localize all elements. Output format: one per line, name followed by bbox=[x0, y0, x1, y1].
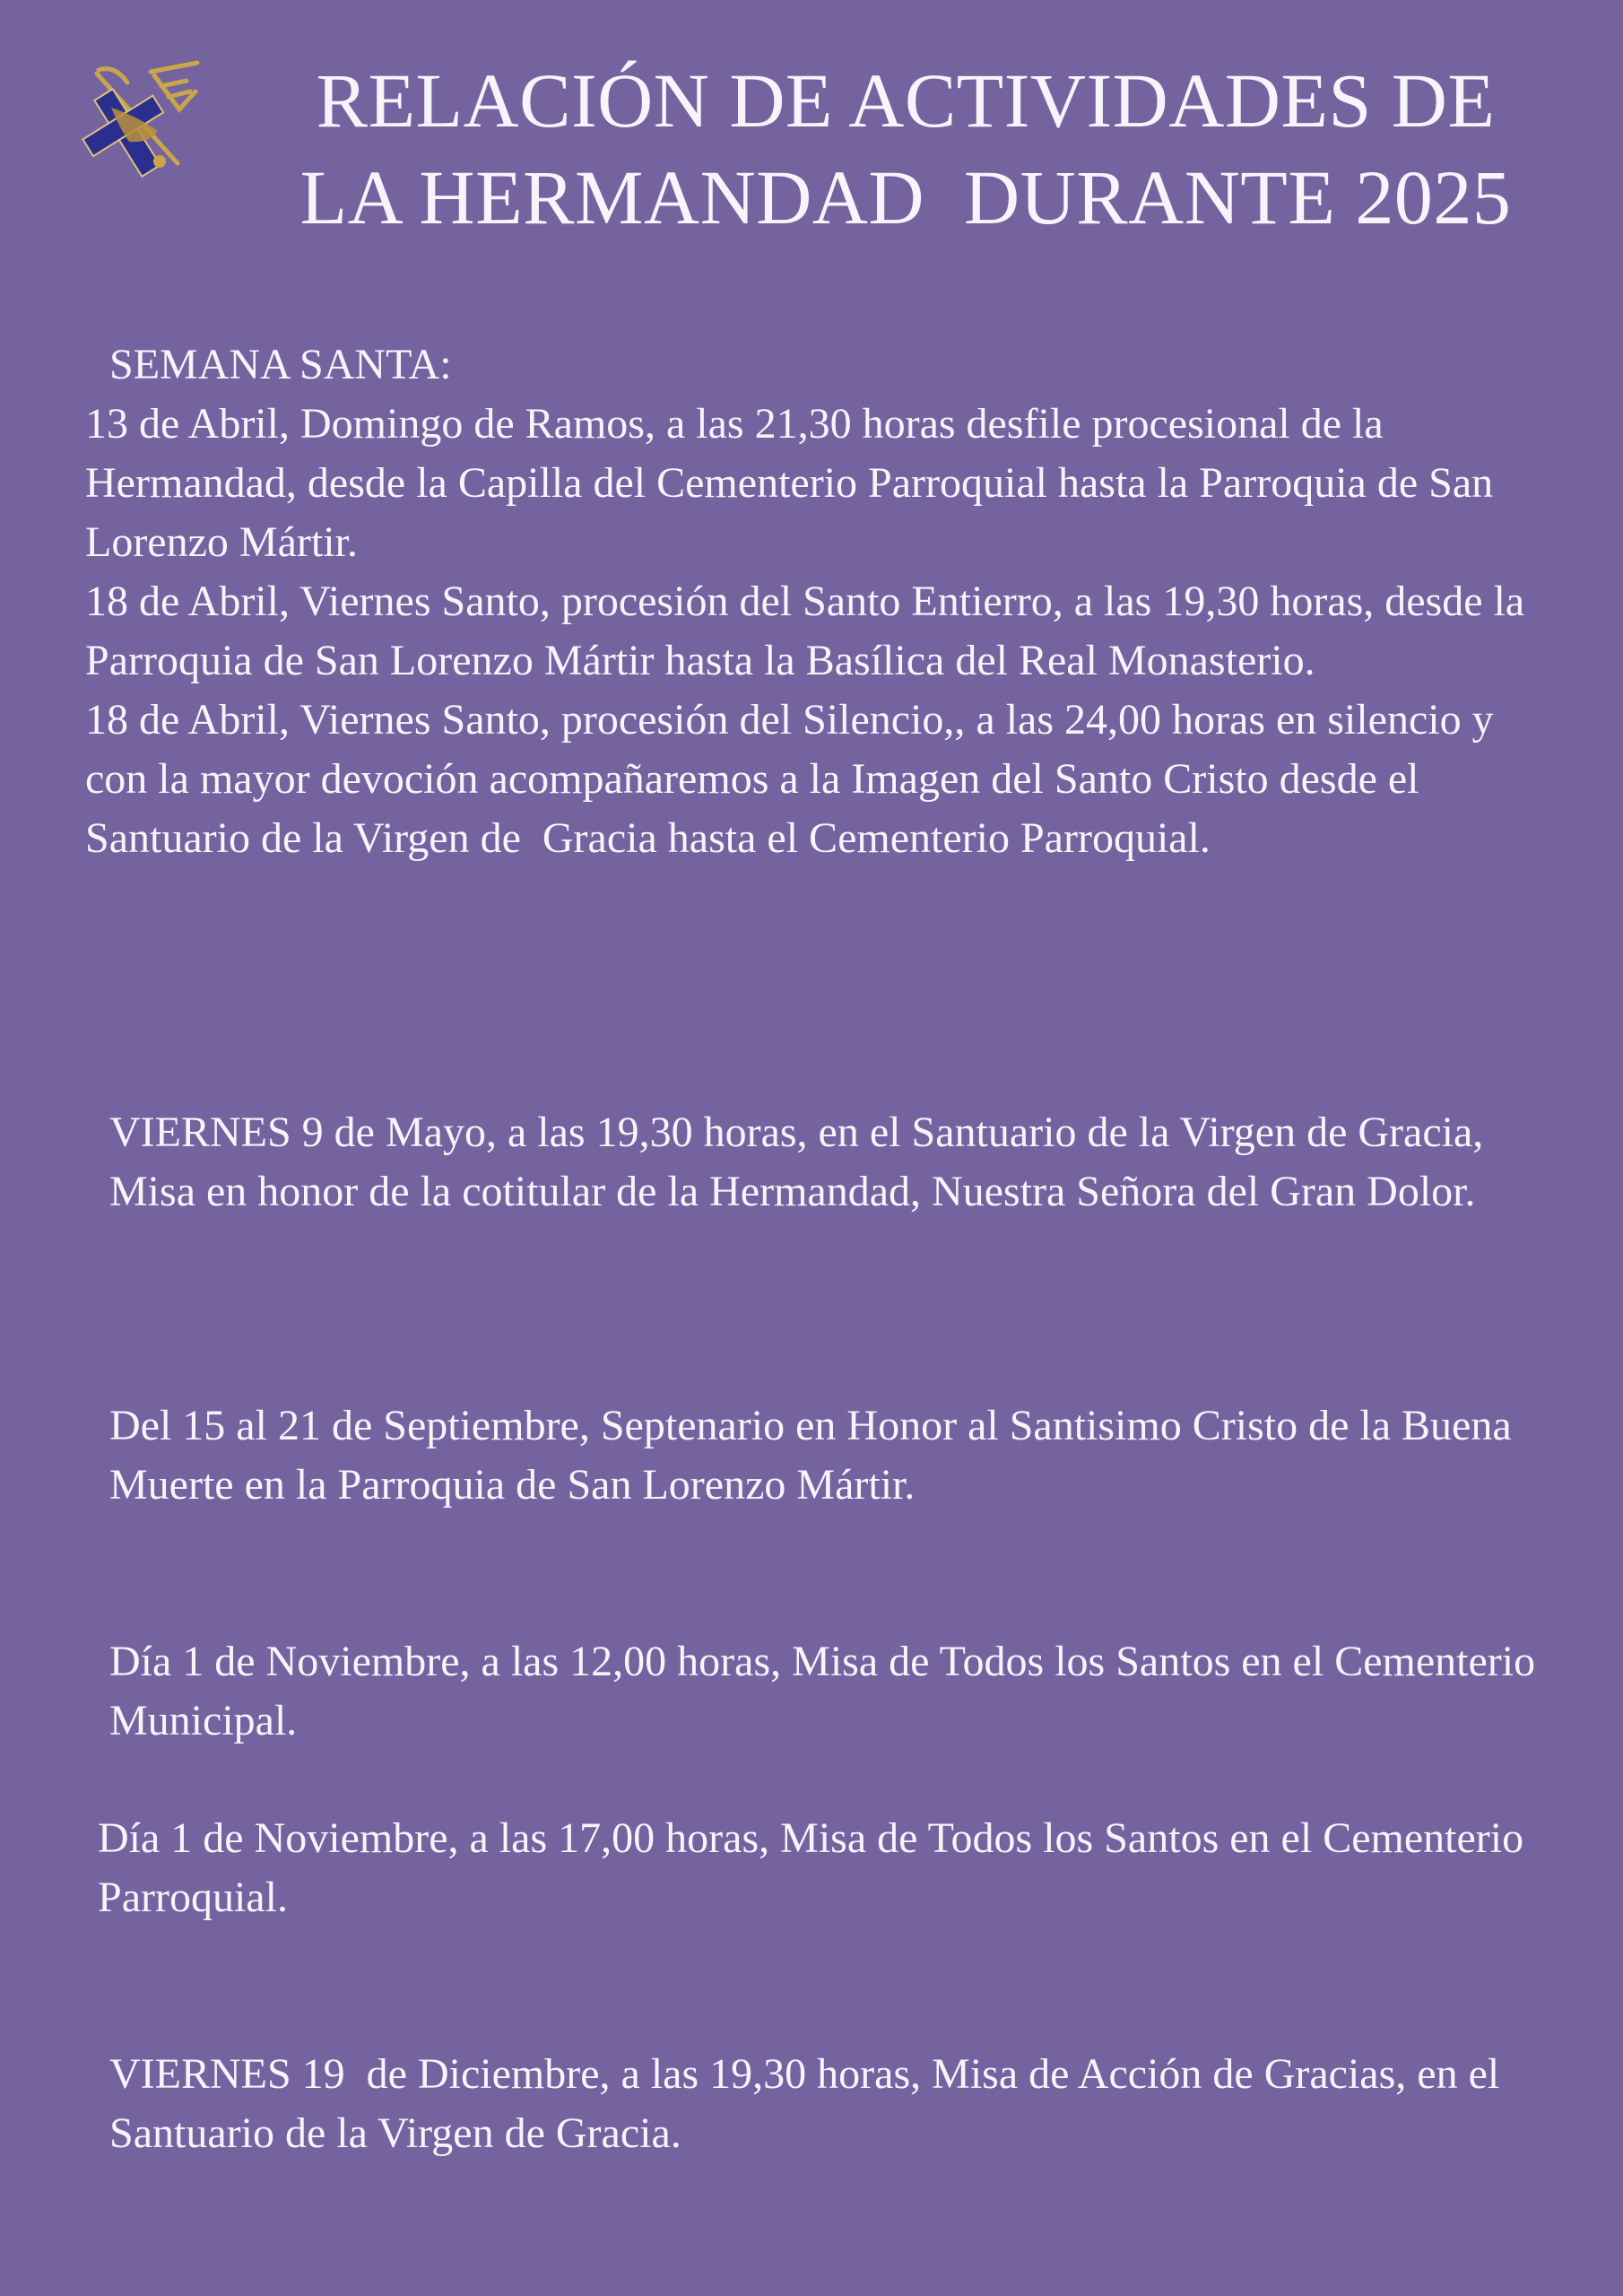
septiembre-section bbox=[85, 1396, 1565, 1515]
page-title bbox=[224, 52, 1587, 246]
semana-santa-item-1: 13 de Abril, Domingo de Ramos, a las 21,30 horas desfile procesional de la Hermandad, desde la Capilla del Cementerio Parroquial hasta la Parroquia de San Lorenzo Mártir. bbox=[85, 400, 1505, 566]
semana-santa-heading: SEMANA SANTA: bbox=[109, 341, 452, 388]
noviembre-text-1: Día 1 de Noviembre, a las 12,00 horas, Misa de Todos los Santos en el Cementerio Municipal. bbox=[109, 1638, 1547, 1744]
mayo-section bbox=[85, 1103, 1565, 1222]
diciembre-section bbox=[85, 2045, 1565, 2163]
semana-santa-section bbox=[85, 335, 1565, 868]
semana-santa-item-3: 18 de Abril, Viernes Santo, procesión del Silencio,, a las 24,00 horas en silencio y con la mayor devoción acompañaremos a la Imagen del Santo Cristo desde el Santuario de la Virgen de Gracia hasta el Cementerio Parroquial. bbox=[85, 696, 1505, 862]
semana-santa-item-2: 18 de Abril, Viernes Santo, procesión del Santo Entierro, a las 19,30 horas, desde la Parroquia de San Lorenzo Mártir hasta la Basílica del Real Monasterio. bbox=[85, 578, 1536, 684]
noviembre-section-2 bbox=[85, 1809, 1565, 1927]
noviembre-text-2: Día 1 de Noviembre, a las 17,00 horas, Misa de Todos los Santos en el Cementerio Parroquial. bbox=[98, 1814, 1535, 1921]
brotherhood-cross-emblem-icon bbox=[72, 56, 208, 183]
title-line-2: LA HERMANDAD DURANTE 2025 bbox=[299, 154, 1512, 240]
noviembre-section-1 bbox=[85, 1632, 1565, 1751]
title-line-1: RELACIÓN DE ACTIVIDADES DE bbox=[316, 57, 1496, 144]
septiembre-text: Del 15 al 21 de Septiembre, Septenario en Honor al Santisimo Cristo de la Buena Muerte en la Parroquia de San Lorenzo Mártir. bbox=[109, 1402, 1523, 1509]
mayo-text: VIERNES 9 de Mayo, a las 19,30 horas, en el Santuario de la Virgen de Gracia, Misa en honor de la cotitular de la Hermandad, Nuestra Señora del Gran Dolor. bbox=[109, 1109, 1495, 1215]
diciembre-text: VIERNES 19 de Diciembre, a las 19,30 horas, Misa de Acción de Gracias, en el Santuario de la Virgen de Gracia. bbox=[109, 2050, 1511, 2157]
